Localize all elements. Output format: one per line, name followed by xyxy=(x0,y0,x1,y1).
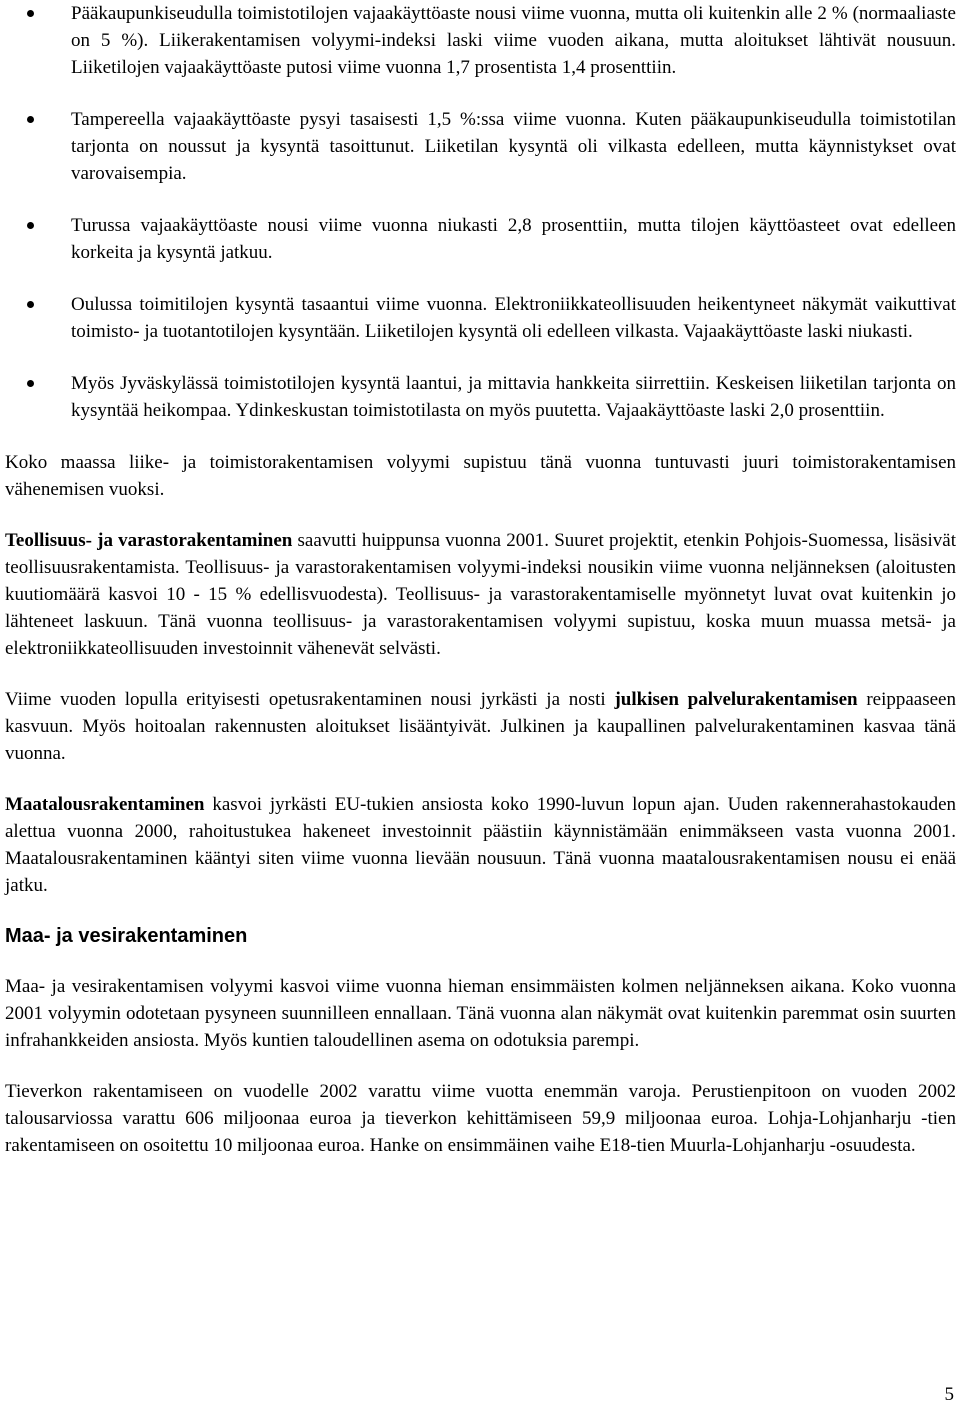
paragraph-text: Viime vuoden lopulla erityisesti opetusrakentaminen nousi jyrkästi ja nosti xyxy=(5,689,615,710)
bullet-icon xyxy=(27,116,34,123)
list-item xyxy=(5,212,956,266)
document-page xyxy=(5,0,956,1183)
city-vacancy-list xyxy=(5,0,956,424)
bullet-icon xyxy=(27,222,34,229)
bullet-icon xyxy=(27,380,34,387)
paragraph-teollisuus xyxy=(5,527,956,662)
list-item-text: Turussa vajaakäyttöaste nousi viime vuonna niukasti 2,8 prosenttiin, mutta tilojen käyttöasteet ovat edelleen korkeita ja kysyntä jatkuu. xyxy=(71,215,956,263)
list-item xyxy=(5,291,956,345)
list-item xyxy=(5,370,956,424)
paragraph-maatalous xyxy=(5,791,956,899)
paragraph-koko-maassa: Koko maassa liike- ja toimistorakentamisen volyymi supistuu tänä vuonna tuntuvasti juuri toimistorakentamisen vähenemisen vuoksi. xyxy=(5,452,956,500)
bold-term: Maatalousrakentaminen xyxy=(5,794,205,815)
paragraph-text: saavutti huippunsa vuonna 2001. Suuret projektit, etenkin Pohjois-Suomessa, lisäsivät teollisuusrakentamista. Teollisuus- ja varastorakentamisen volyymi-indeksi nousikin viime vuonna neljänneksen (aloitusten kuutiomäärä kasvoi 10 - 15 % edellisvuodesta). Teollisuus- ja varastorakentamiselle myönnetyt luvat ovat kuitenkin jo lähteneet laskuun. Tänä vuonna teollisuus- ja varastorakentamisen volyymi supistuu, koska muun muassa metsä- ja elektroniikkateollisuuden investoinnit vähenevät selvästi. xyxy=(5,530,956,659)
list-item xyxy=(5,0,956,81)
paragraph-maa-vesi: Maa- ja vesirakentamisen volyymi kasvoi viime vuonna hieman ensimmäisten kolmen neljänneksen aikana. Koko vuonna 2001 volyymin odotetaan pysyneen suunnilleen ennallaan. Tänä vuonna alan näkymät ovat kuitenkin paremmat osin suurten infrahankkeiden ansiosta. Myös kuntien taloudellinen asema on odotuksia parempi. xyxy=(5,976,956,1051)
paragraph-text: kasvoi jyrkästi EU-tukien ansiosta koko 1990-luvun lopun ajan. Uuden rakennerahastokauden alettua vuonna 2000, rahoitustukea hakeneet investoinnit päästiin käynnistämään enimmäkseen vasta vuonna 2001. Maatalousrakentaminen kääntyi siten viime vuonna lievään nousuun. Tänä vuonna maatalousrakentamisen nousu ei enää jatku. xyxy=(5,794,956,896)
bullet-icon xyxy=(27,301,34,308)
list-item-text: Pääkaupunkiseudulla toimistotilojen vajaakäyttöaste nousi viime vuonna, mutta oli kuitenkin alle 2 % (normaaliaste on 5 %). Liikerakentamisen volyymi-indeksi laski viime vuoden aikana, mutta aloitukset lähtivät nousuun. Liiketilojen vajaakäyttöaste putosi viime vuonna 1,7 prosentista 1,4 prosenttiin. xyxy=(71,3,956,78)
paragraph-text: reippaaseen kasvuun. Myös hoitoalan rakennusten aloitukset lisääntyivät. Julkinen ja kaupallinen palvelurakentaminen kasvaa tänä vuonna. xyxy=(5,689,956,764)
list-item-text: Myös Jyväskylässä toimistotilojen kysyntä laantui, ja mittavia hankkeita siirrettiin. Keskeisen liiketilan tarjonta on kysyntää heikompaa. Ydinkeskustan toimistotilasta on myös puutetta. Vajaakäyttöaste laski 2,0 prosenttiin. xyxy=(71,373,956,421)
bullet-icon xyxy=(27,10,34,17)
list-item-text: Tampereella vajaakäyttöaste pysyi tasaisesti 1,5 %:ssa viime vuonna. Kuten pääkaupunkiseudulla toimistotilan tarjonta on noussut ja kysyntä tasoittunut. Liiketilan kysyntä oli vilkasta edelleen, mutta käynnistykset ovat varovaisempia. xyxy=(71,109,956,184)
bold-term: Teollisuus- ja varastorakentaminen xyxy=(5,530,293,551)
page-number: 5 xyxy=(944,1384,954,1405)
bold-term: julkisen palvelurakentamisen xyxy=(614,689,858,710)
paragraph-tieverkko: Tieverkon rakentamiseen on vuodelle 2002 varattu viime vuotta enemmän varoja. Perustienpitoon on vuoden 2002 talousarviossa varattu 606 miljoonaa euroa ja tieverkon kehittämiseen 59,9 miljoonaa euroa. Lohja-Lohjanharju -tien rakentamiseen on osoitettu 10 miljoonaa euroa. Hanke on ensimmäinen vaihe E18-tien Muurla-Lohjanharju -osuudesta. xyxy=(5,1081,956,1156)
list-item xyxy=(5,106,956,187)
list-item-text: Oulussa toimitilojen kysyntä tasaantui viime vuonna. Elektroniikkateollisuuden heikentyneet näkymät vaikuttivat toimisto- ja tuotantotilojen kysyntään. Liiketilojen kysyntä oli edelleen vilkasta. Vajaakäyttöaste laski niukasti. xyxy=(71,294,956,342)
paragraph-julkinen xyxy=(5,686,956,767)
section-heading: Maa- ja vesirakentaminen xyxy=(5,925,248,947)
